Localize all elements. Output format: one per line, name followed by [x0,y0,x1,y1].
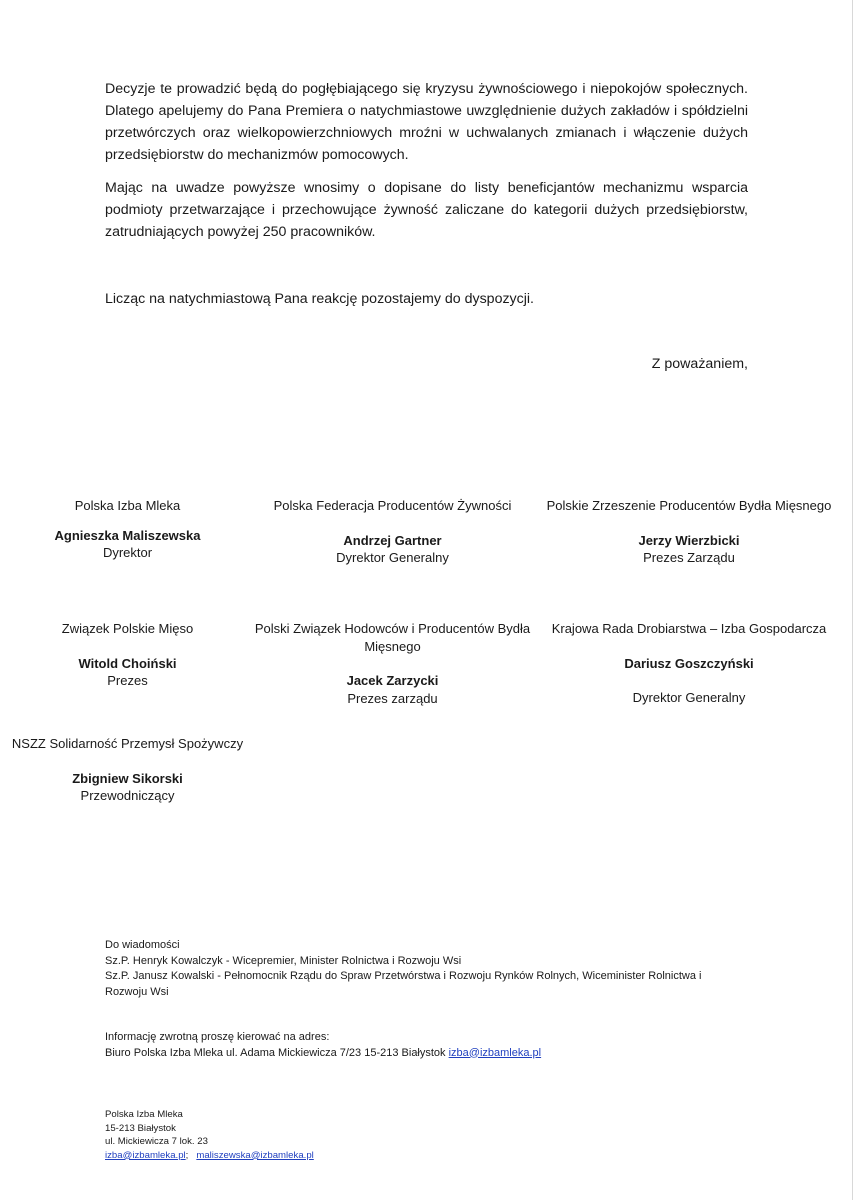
body-paragraph-1: Decyzje te prowadzić będą do pogłębiającego się kryzysu żywnościowego i niepokojów społecznych. Dlatego apelujemy do Pana Premiera o natychmiastowe uwzględnienie dużych zakładów i spółdzielni przetwórczych oraz wielkopowierzchniowych mroźni w uchwalanych zmianach i włączenie dużych przedsiębiorstw do mechanizmów pomocowych. [105,81,748,163]
footer-separator: ; [185,1149,197,1161]
signatory-name: Agnieszka Maliszewska [54,527,201,543]
footer-street: ul. Mickiewicza 7 lok. 23 [105,1136,208,1148]
body-paragraph-2: Mając na uwadze powyższe wnosimy o dopisane do listy beneficjantów mechanizmu wsparcia podmioty przetwarzające i przechowujące żywność zaliczane do kategorii dużych przedsiębiorstw, zatrudniających powyżej 250 pracowników. [105,180,748,240]
signatory-name: Dariusz Goszczyński [624,655,754,671]
signatory-block [540,497,838,567]
signatory-role: Prezes zarządu [347,690,438,706]
reply-email-link[interactable]: izba@izbamleka.pl [448,1046,542,1059]
signatory-role: Dyrektor [102,545,153,560]
cc-recipient-1: Sz.P. Henryk Kowalczyk - Wicepremier, Minister Rolnictwa i Rozwoju Wsi [105,954,462,967]
signatory-name: Jerzy Wierzbicki [638,532,740,548]
signatory-org: Polska Izba Mleka [74,498,181,513]
signatory-org: Polskie Zrzeszenie Producentów Bydła Mięsnego [546,498,832,513]
footer-emails [105,1149,314,1163]
footer-postal: 15-213 Białystok [105,1122,176,1134]
signatory-org: NSZZ Solidarność Przemysł Spożywczy [11,736,244,751]
footer-org: Polska Izba Mleka [105,1109,183,1120]
signatory-block [10,735,245,805]
signatory-role: Przewodniczący [80,788,175,803]
signatory-org: Polska Federacja Producentów Żywności [273,498,512,513]
signatory-role: Dyrektor Generalny [336,550,449,565]
reply-info [105,1030,745,1061]
signatory-role: Prezes [107,673,148,688]
signatory-name: Zbigniew Sikorski [72,770,183,786]
signatory-name: Jacek Zarzycki [346,673,439,688]
signatory-block [540,620,838,707]
cc-notice [105,938,745,1000]
cc-recipient-2: Sz.P. Janusz Kowalski - Pełnomocnik Rządu do Spraw Przetwórstwa i Rozwoju Rynków Rolnych, Wiceminister Rolnictwa i Rozwoju Wsi [105,970,702,998]
signatory-role: Prezes Zarządu [643,550,735,565]
reply-address-line [105,1046,745,1062]
reply-heading: Informację zwrotną proszę kierować na adres: [105,1031,330,1043]
footer-contact [105,1108,314,1162]
closing-salutation: Z poważaniem, [651,356,748,372]
signatory-org: Krajowa Rada Drobiarstwa – Izba Gospodarcza [551,621,827,636]
signatory-org: Polski Związek Hodowców i Producentów Bydła Mięsnego [254,621,531,654]
signatory-block [255,497,530,567]
cc-heading: Do wiadomości [105,939,180,951]
signatory-block [20,620,235,690]
reply-address: Biuro Polska Izba Mleka ul. Adama Mickiewicza 7/23 15-213 Białystok [105,1046,449,1059]
signatory-block [245,620,540,707]
body-paragraph-3: Licząc na natychmiastową Pana reakcję pozostajemy do dyspozycji. [105,291,534,307]
signatory-name: Andrzej Gartner [343,532,442,548]
signatory-name: Witold Choiński [78,655,177,671]
footer-email-link-1[interactable]: izba@izbamleka.pl [105,1149,186,1161]
footer-email-link-2[interactable]: maliszewska@izbamleka.pl [196,1149,314,1161]
signatory-block [20,497,235,562]
signatory-org: Związek Polskie Mięso [61,621,194,636]
signatory-role: Dyrektor Generalny [632,690,746,705]
